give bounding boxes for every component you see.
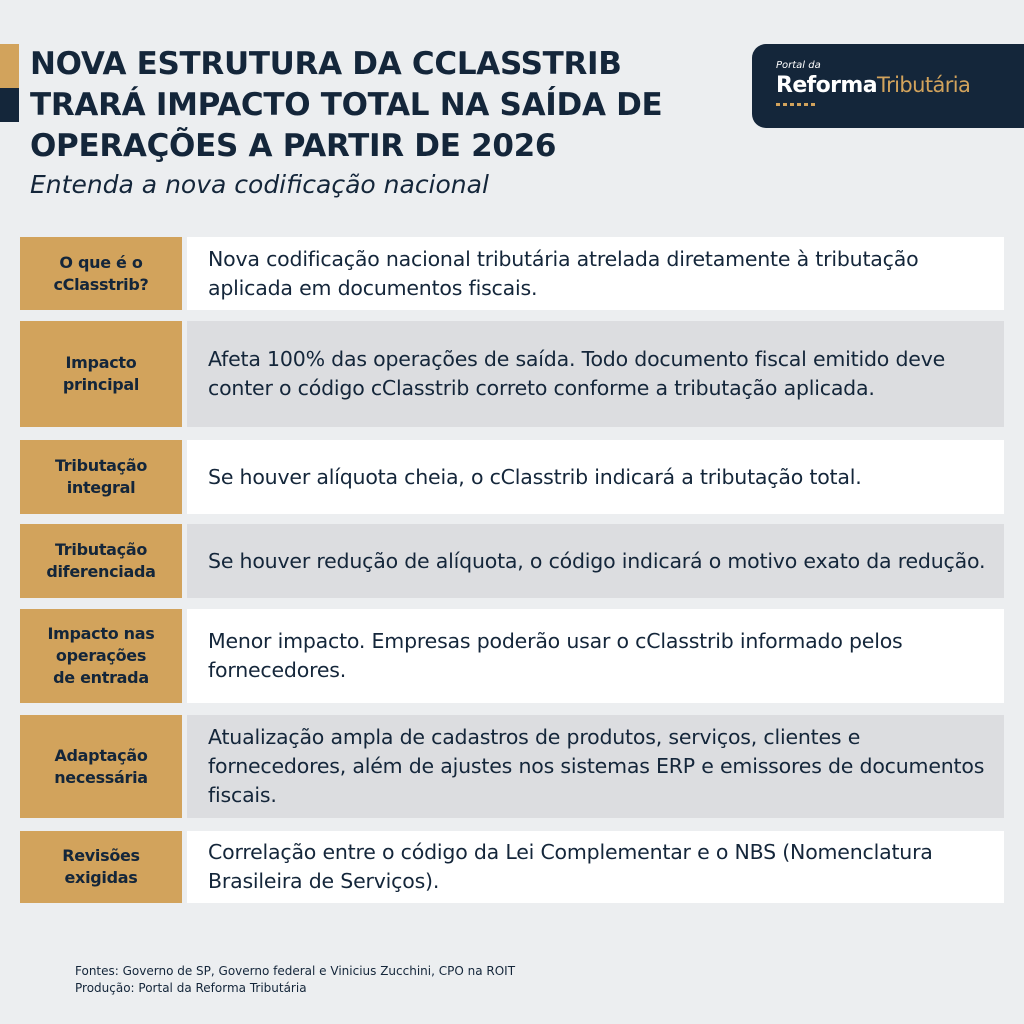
row-text: Correlação entre o código da Lei Complementar e o NBS (Nomenclatura Brasileira de Serviços).: [187, 831, 1004, 903]
logo-dots-decoration: [776, 103, 1024, 106]
row-label: Tributação diferenciada: [20, 524, 182, 598]
table-row: [20, 609, 1004, 703]
row-text: Se houver redução de alíquota, o código indicará o motivo exato da redução.: [187, 524, 1004, 598]
row-text: Menor impacto. Empresas poderão usar o cClasstrib informado pelos fornecedores.: [187, 609, 1004, 703]
table-row: [20, 831, 1004, 903]
page-subtitle: Entenda a nova codificação nacional: [30, 170, 489, 199]
logo-wordmark: [776, 71, 1024, 101]
row-text: Se houver alíquota cheia, o cClasstrib indicará a tributação total.: [187, 440, 1004, 514]
title-accent-bar-gold: [0, 44, 19, 88]
row-text: Afeta 100% das operações de saída. Todo documento fiscal emitido deve conter o código cClasstrib correto conforme a tributação aplicada.: [187, 321, 1004, 427]
row-label: O que é o cClasstrib?: [20, 237, 182, 310]
footer-credits: [75, 963, 515, 997]
portal-logo: [752, 44, 1024, 128]
row-text: Atualização ampla de cadastros de produtos, serviços, clientes e fornecedores, além de ajustes nos sistemas ERP e emissores de documentos fiscais.: [187, 715, 1004, 818]
table-row: [20, 440, 1004, 514]
row-text: Nova codificação nacional tributária atrelada diretamente à tributação aplicada em documentos fiscais.: [187, 237, 1004, 310]
table-row: [20, 237, 1004, 310]
row-label: Tributação integral: [20, 440, 182, 514]
row-label: Revisões exigidas: [20, 831, 182, 903]
row-label: Adaptação necessária: [20, 715, 182, 818]
footer-production: Produção: Portal da Reforma Tributária: [75, 981, 307, 995]
page-title: [30, 44, 730, 167]
title-accent-bar-navy: [0, 88, 19, 122]
logo-light-text: Tributária: [876, 73, 971, 97]
table-row: [20, 321, 1004, 427]
row-label: Impacto principal: [20, 321, 182, 427]
footer-sources: Fontes: Governo de SP, Governo federal e Vinicius Zucchini, CPO na ROIT: [75, 964, 516, 978]
logo-bold-text: Reforma: [776, 73, 877, 98]
table-row: [20, 715, 1004, 818]
row-label: Impacto nas operações de entrada: [20, 609, 182, 703]
page-title-line-1: NOVA ESTRUTURA DA CCLASSTRIB: [30, 46, 622, 82]
logo-small-text: Portal da: [776, 60, 821, 71]
table-row: [20, 524, 1004, 598]
page-title-line-2: TRARÁ IMPACTO TOTAL NA SAÍDA DE: [30, 87, 663, 123]
page-title-line-3: OPERAÇÕES A PARTIR DE 2026: [30, 128, 557, 164]
